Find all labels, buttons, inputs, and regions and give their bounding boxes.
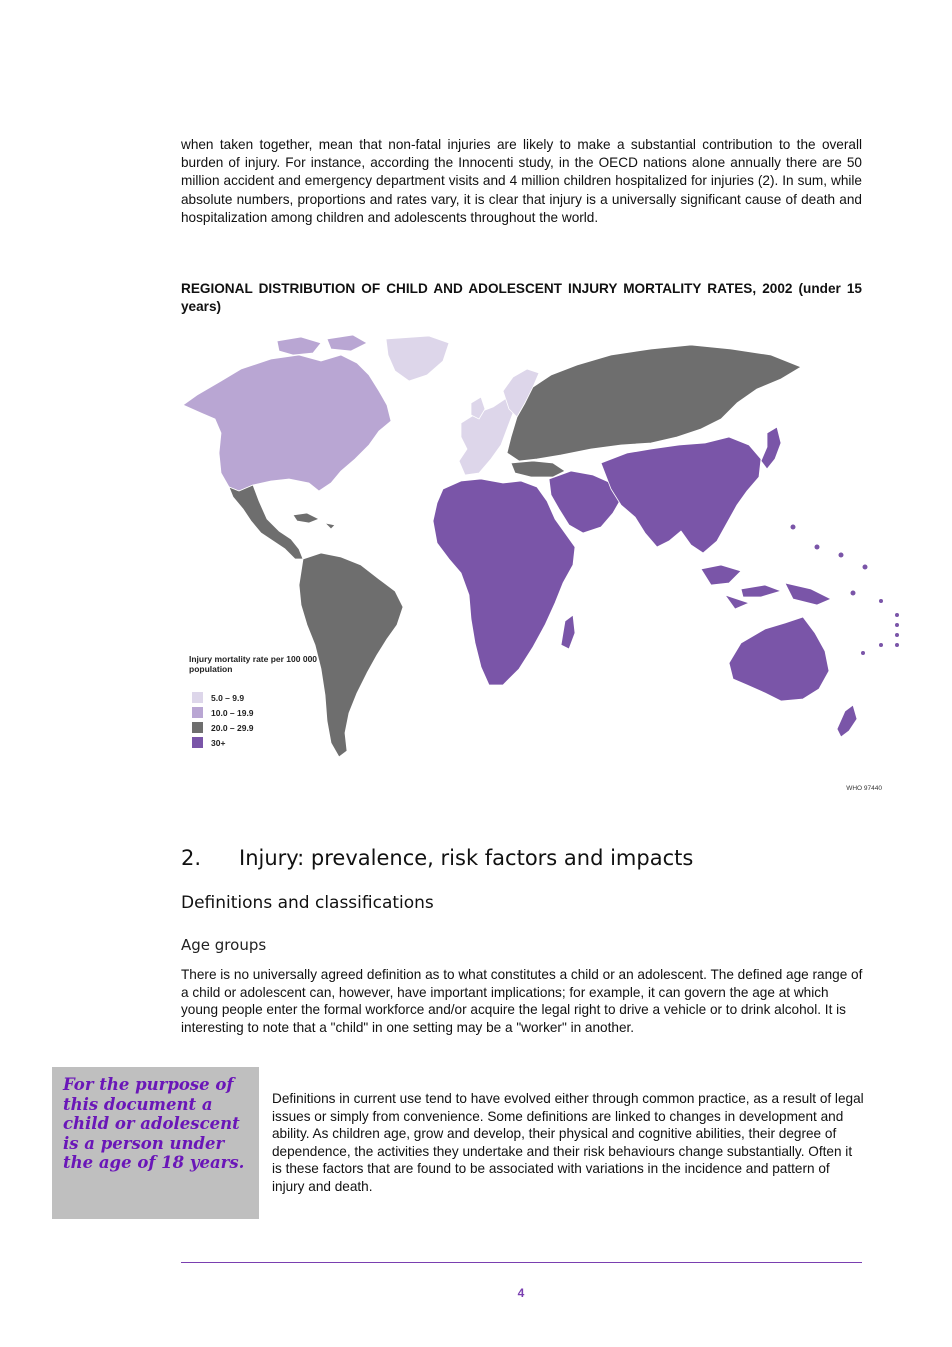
legend-swatch — [192, 692, 203, 703]
section-heading — [181, 846, 693, 870]
turkey — [511, 461, 565, 477]
africa — [433, 479, 575, 685]
russia-eastern-europe — [507, 345, 801, 461]
arctic-islands — [277, 335, 367, 355]
japan — [761, 427, 781, 469]
legend-swatch — [192, 737, 203, 748]
callout-text: For the purpose of this document a child or adolescent is a person under the age of 18 years. — [63, 1075, 245, 1172]
page-number: 4 — [517, 1286, 525, 1300]
section-number: 2. — [181, 846, 202, 870]
map-source-code: WHO 97440 — [846, 785, 882, 792]
legend-label: 5.0 – 9.9 — [211, 692, 245, 703]
central-america — [229, 485, 303, 559]
legend-label: 20.0 – 29.9 — [211, 722, 254, 733]
paragraph-definitions: Definitions in current use tend to have evolved either through common practice, as a result of legal issues or simply from convenience. Some definitions are linked to changes in development and ability. As children age, grow and develop, their physical and cognitive abilities, their degree of dependence, the activities they undertake and their risk behaviours change substantially. Often it is these factors that are found to be associated with variations in the incidence and pattern of injury and death. — [272, 1091, 864, 1194]
australia — [729, 617, 829, 701]
new-zealand — [837, 705, 857, 737]
legend-label: 30+ — [211, 737, 226, 748]
north-america — [183, 355, 391, 491]
legend-swatch — [192, 707, 203, 718]
madagascar — [561, 615, 575, 649]
callout-box — [52, 1067, 259, 1219]
section-title: Injury: prevalence, risk factors and impacts — [239, 846, 694, 870]
subsubheading: Age groups — [181, 936, 267, 954]
south-asia — [601, 437, 761, 553]
legend-swatch — [192, 722, 203, 733]
legend-label: 10.0 – 19.9 — [211, 707, 254, 718]
south-east-asia-islands — [701, 565, 831, 609]
world-map — [181, 333, 903, 795]
legend-item — [192, 720, 339, 735]
legend-item — [192, 705, 339, 720]
legend-item — [192, 690, 339, 705]
paragraph-age-groups: There is no universally agreed definition as to what constitutes a child or an adolescent. The defined age range of a child or adolescent can, however, have important implications; for example, it can govern the age at which young people enter the formal workforce and/or acquire the legal right to drive a vehicle or to drink alcohol. It is interesting to note that a "child" in one setting may be a "worker" in another. — [181, 967, 863, 1035]
greenland — [386, 336, 449, 381]
legend-title: Injury mortality rate per 100 000 population — [189, 654, 318, 674]
subheading: Definitions and classifications — [181, 893, 434, 913]
caribbean — [293, 513, 335, 529]
map-legend — [189, 654, 339, 750]
legend-item — [192, 735, 339, 750]
map-title: REGIONAL DISTRIBUTION OF CHILD AND ADOLESCENT INJURY MORTALITY RATES, 2002 (under 15 years) — [181, 281, 862, 314]
intro-paragraph: when taken together, mean that non-fatal injuries are likely to make a substantial contribution to the overall burden of injury. For instance, according the Innocenti study, in the OECD nations alone annually there are 50 million accident and emergency department visits and 4 million children hospitalized for injuries (2). In sum, while absolute numbers, proportions and rates vary, it is clear that injury is a universally significant cause of death and hospitalization among children and adolescents throughout the world. — [181, 137, 862, 225]
footer-rule — [181, 1262, 862, 1263]
